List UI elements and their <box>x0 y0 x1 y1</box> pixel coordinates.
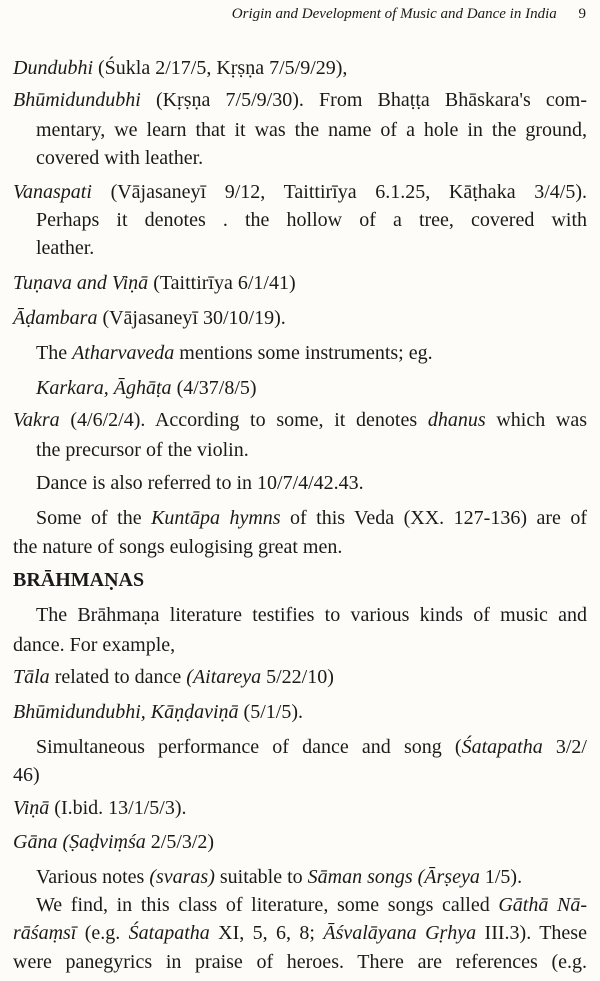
italic-term: Gāna (Ṣaḍviṃśa <box>13 831 146 853</box>
text-run: which was <box>485 409 587 431</box>
running-header-title: Origin and Development of Music and Dance in India <box>231 6 557 22</box>
italic-term: Dundubhi <box>13 57 93 79</box>
italic-term: Bhūmidundubhi <box>13 89 141 111</box>
text-run: the precursor of the violin. <box>36 439 249 461</box>
italic-term: rāśaṃsī <box>13 922 77 944</box>
text-run: 5/22/10) <box>261 666 334 688</box>
text-run: The <box>36 342 73 364</box>
text-line <box>13 88 587 112</box>
italic-term: dhanus <box>427 409 486 431</box>
text-line <box>36 506 587 530</box>
text-line <box>36 118 587 142</box>
italic-term: (Aitareya <box>186 666 262 688</box>
text-run: (Śukla 2/17/5, Kṛṣṇa 7/5/9/29), <box>93 57 348 79</box>
italic-term: Sāman songs (Ārṣeya <box>307 866 480 888</box>
italic-term: Tāla <box>13 666 50 688</box>
text-run: Various notes <box>36 866 150 888</box>
italic-term: Śatapatha <box>461 736 543 758</box>
italic-term: Kuntāpa hymns <box>151 507 281 529</box>
text-run: (e.g. <box>76 922 129 944</box>
text-run: (5/1/5). <box>238 701 303 723</box>
text-line <box>13 921 587 945</box>
text-run: related to dance <box>49 666 187 688</box>
text-run: Perhaps it denotes . the hollow of a tree, covered with <box>36 209 587 231</box>
italic-term: Vanaspati <box>13 181 92 203</box>
text-line <box>36 236 587 260</box>
text-line <box>13 700 587 724</box>
running-header <box>232 6 586 23</box>
italic-term: Viṇā <box>13 797 50 819</box>
text-line <box>36 603 587 627</box>
text-run: leather. <box>36 237 95 259</box>
text-line <box>13 633 587 657</box>
text-line <box>13 535 587 559</box>
text-run: were panegyrics in praise of heroes. There are references (e.g. <box>13 951 587 973</box>
text-line <box>13 665 587 689</box>
italic-term: Atharvaveda <box>72 342 175 364</box>
text-run: III.3). These <box>476 922 587 944</box>
text-line <box>13 180 587 204</box>
italic-term: Āḍambara <box>13 307 98 329</box>
text-run: mentary, we learn that it was the name of a hole in the ground, <box>36 119 587 141</box>
text-line <box>36 893 587 917</box>
page-number: 9 <box>578 6 586 22</box>
text-line <box>36 208 587 232</box>
text-line <box>36 341 587 365</box>
text-run: (4/6/2/4). According to some, it denotes <box>59 409 428 431</box>
text-run: XI, 5, 6, 8; <box>209 922 324 944</box>
text-run: We find, in this class of literature, some songs called <box>36 894 499 916</box>
text-run: (Taittirīya 6/1/41) <box>148 272 296 294</box>
italic-term: (svaras) <box>149 866 215 888</box>
text-run: (Vājasaneyī 30/10/19). <box>97 307 286 329</box>
text-line <box>36 146 587 170</box>
italic-term: Karkara, Āghāṭa <box>36 377 172 399</box>
text-run: 3/2/ <box>542 736 587 758</box>
text-line <box>36 471 587 495</box>
text-run: Dance is also referred to in 10/7/4/42.43. <box>36 472 364 494</box>
italic-term: Bhūmidundubhi, Kāṇḍaviṇā <box>13 701 239 723</box>
italic-term: Śatapatha <box>128 922 210 944</box>
section-heading <box>13 568 587 592</box>
text-line <box>36 376 587 400</box>
text-run: (Kṛṣṇa 7/5/9/30). From Bhaṭṭa Bhāskara's com- <box>140 89 587 111</box>
text-run: (4/37/8/5) <box>171 377 257 399</box>
text-run: mentions some instruments; eg. <box>174 342 433 364</box>
text-line <box>13 763 587 787</box>
heading-text: BRĀHMAṆAS <box>13 569 145 591</box>
text-run: 2/5/3/2) <box>145 831 215 853</box>
italic-term: Gāthā Nā- <box>498 894 587 916</box>
text-run: 1/5). <box>479 866 523 888</box>
text-line <box>13 306 587 330</box>
text-run: The Brāhmaṇa literature testifies to various kinds of music and <box>36 604 587 626</box>
text-line <box>36 735 587 759</box>
text-run: Simultaneous performance of dance and song ( <box>36 736 462 758</box>
text-run: (Vājasaneyī 9/12, Taittirīya 6.1.25, Kāṭhaka 3/4/5). <box>91 181 587 203</box>
italic-term: Vakra <box>13 409 60 431</box>
text-run: dance. For example, <box>13 634 176 656</box>
text-line <box>13 408 587 432</box>
text-line <box>36 865 587 889</box>
text-run: 46) <box>13 764 40 786</box>
text-run: Some of the <box>36 507 152 529</box>
text-run: of this Veda (XX. 127-136) are of <box>280 507 587 529</box>
italic-term: Tuṇava and Viṇā <box>13 272 149 294</box>
text-line <box>13 56 587 80</box>
text-line <box>13 271 587 295</box>
text-run: covered with leather. <box>36 147 204 169</box>
text-line <box>13 950 587 974</box>
text-line <box>13 830 587 854</box>
italic-term: Āśvalāyana Gṛhya <box>323 922 477 944</box>
text-run: suitable to <box>214 866 308 888</box>
text-line <box>36 438 587 462</box>
text-run: (I.bid. 13/1/5/3). <box>49 797 187 819</box>
text-run: the nature of songs eulogising great men. <box>13 536 343 558</box>
text-line <box>13 796 587 820</box>
